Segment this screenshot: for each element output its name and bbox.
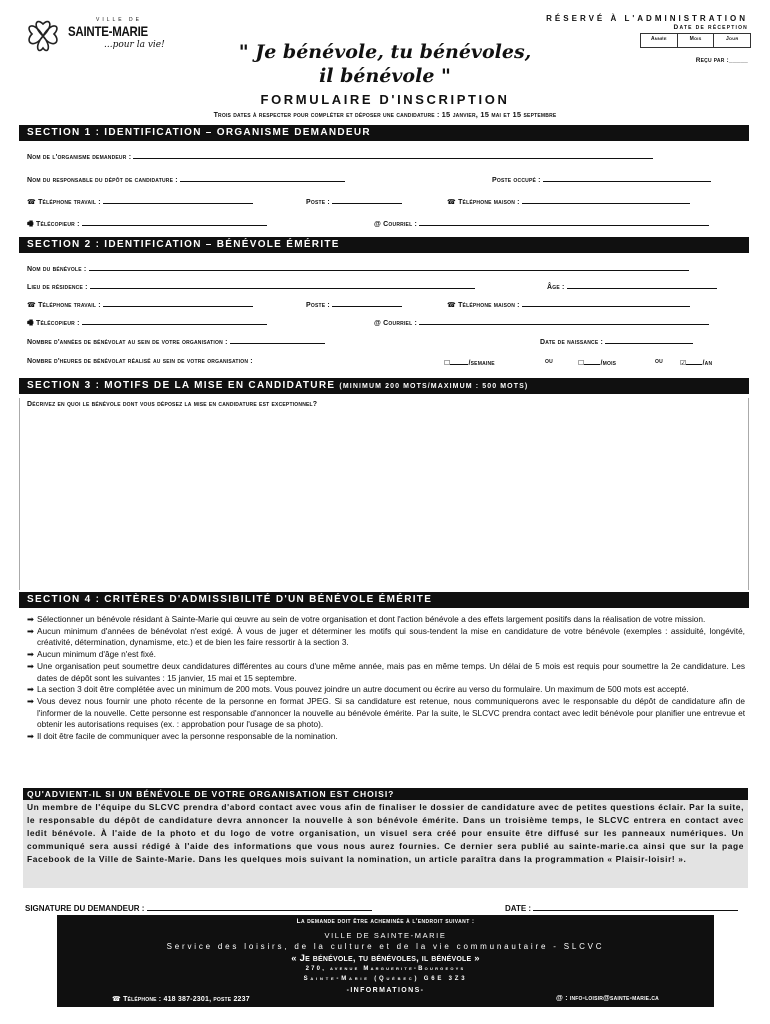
vol-tel-work-line[interactable] <box>103 300 253 307</box>
vol-residence-line[interactable] <box>90 282 475 289</box>
criteria-item: ➡ Aucun minimum d'âge n'est fixé. <box>27 649 156 660</box>
arrow-right-icon: ➡ <box>27 649 34 660</box>
date-col-year: Année <box>641 34 678 47</box>
org-fax-line[interactable] <box>82 219 267 226</box>
criteria-list <box>27 614 745 743</box>
signature-line[interactable] <box>147 904 372 911</box>
per-week-label: /semaine <box>468 360 495 367</box>
resp-name-label: Nom du responsable du dépôt de candidature : <box>27 177 178 184</box>
criteria-item: ➡ La section 3 doit être complétée avec un minimum de 200 mots. Vous pouvez joindre un autre document ou écrire au verso du formulaire. Un maximum de 500 mots est accepté. <box>27 684 689 695</box>
if-chosen-text: Un membre de l'équipe du SLCVC prendra d'abord contact avec vous afin de finaliser le dossier de candidature avec de petites questions éclair. Par la suite, le responsable du dépôt de candidature devra annoncer la nouvelle à son bénévole émérite. Dans un troisième temps, le SLCVC entrera en contact avec ledit bénévole. À l'aide de la photo et du logo de votre organisation, un visuel sera créé pour ensuite être diffusé sur les panneaux numériques. Un communiqué sera aussi rédigé à l'aide des informations que vous nous aurez fournies. Ce dernier sera publié au sainte-marie.ca ainsi que sur la page Facebook de la Ville de Sainte-Marie. Dans les quelques mois suivant la nomination, un article paraîtra dans la programmation « Plaisir-loisir! ». <box>27 802 744 864</box>
section3-title: SECTION 3 : MOTIFS DE LA MISE EN CANDIDATURE <box>27 380 336 391</box>
vol-years-field[interactable] <box>27 337 325 346</box>
deadline-values: 15 janvier, 15 mai et 15 septembre <box>441 110 557 119</box>
org-ext-label: Poste : <box>306 199 330 206</box>
vol-age-line[interactable] <box>567 282 717 289</box>
vol-ext-line[interactable] <box>332 300 402 307</box>
hours-week-option[interactable] <box>444 358 495 367</box>
deadline-intro: Trois dates à respecter pour compléter et déposer une candidature : <box>213 112 440 119</box>
date-received-table <box>640 33 751 48</box>
vol-tel-home-label: Téléphone maison : <box>458 302 520 309</box>
vol-tel-work-field[interactable] <box>27 300 253 309</box>
arrow-right-icon: ➡ <box>27 684 34 695</box>
section2-header: SECTION 2 : IDENTIFICATION – BÉNÉVOLE ÉMÉRITE <box>19 237 749 253</box>
phone-icon: ☎ <box>27 302 36 309</box>
vol-name-label: Nom du bénévole : <box>27 266 87 273</box>
program-title-line2: il bénévole " <box>319 65 451 87</box>
month-checkbox-icon[interactable]: ☐ <box>578 360 585 367</box>
section4-header: SECTION 4 : CRITÈRES D'ADMISSIBILITÉ D'UN BÉNÉVOLE ÉMÉRITE <box>19 592 749 608</box>
hours-year-option[interactable] <box>680 358 712 367</box>
position-label: Poste occupé : <box>492 177 541 184</box>
phone-icon: ☎ <box>112 996 121 1003</box>
date-received-label: Date de réception <box>673 24 748 31</box>
fax-icon: 🖷 <box>27 320 34 327</box>
org-email-label: @ Courriel : <box>374 221 418 228</box>
week-checkbox-icon[interactable]: ☐ <box>444 360 451 367</box>
org-ext-line[interactable] <box>332 197 402 204</box>
criteria-item: ➡ Il doit être facile de communiquer avec la personne responsable de la nomination. <box>27 731 338 742</box>
or-label-2: ou <box>655 358 663 365</box>
org-tel-home-field[interactable] <box>447 197 690 206</box>
vol-residence-field[interactable] <box>27 282 475 291</box>
vol-tel-work-label: Téléphone travail : <box>38 302 101 309</box>
org-tel-work-line[interactable] <box>103 197 253 204</box>
vol-birth-label: Date de naissance : <box>540 339 604 346</box>
vol-ext-label: Poste : <box>306 302 330 309</box>
deadline-dates <box>0 110 770 119</box>
date-col-day: Jour <box>725 36 739 42</box>
footer-program: « Je bénévole, tu bénévoles, il bénévole » <box>291 953 480 964</box>
section3-header <box>19 378 749 394</box>
hours-week-line[interactable] <box>450 358 468 365</box>
signature-date-field[interactable] <box>505 904 738 913</box>
fax-icon: 🖷 <box>27 221 34 228</box>
vol-fax-label: Télécopieur : <box>35 320 80 327</box>
if-chosen-title: QU'ADVIENT-IL SI UN BÉNÉVOLE DE VOTRE ORGANISATION EST CHOISI? <box>23 788 748 800</box>
org-email-field[interactable] <box>374 219 709 228</box>
phone-icon: ☎ <box>27 199 36 206</box>
program-title-line1: " Je bénévole, tu bénévoles, <box>238 41 532 63</box>
position-field[interactable] <box>492 175 711 184</box>
arrow-right-icon: ➡ <box>27 695 34 706</box>
vol-email-label: @ Courriel : <box>374 320 418 327</box>
vol-name-line[interactable] <box>89 264 689 271</box>
phone-icon: ☎ <box>447 199 456 206</box>
per-year-label: /an <box>702 360 713 367</box>
section3-word-limit: (MINIMUM 200 MOTS/MAXIMUM : 500 MOTS) <box>339 383 529 390</box>
signature-field[interactable] <box>25 904 372 913</box>
logo-tagline: ...pour la vie! <box>104 40 165 50</box>
reserved-admin-label: RÉSERVÉ À L'ADMINISTRATION <box>546 14 748 23</box>
position-line[interactable] <box>543 175 711 182</box>
arrow-right-icon: ➡ <box>27 660 34 671</box>
vol-tel-home-line[interactable] <box>522 300 690 307</box>
phone-icon: ☎ <box>447 302 456 309</box>
vol-name-field[interactable] <box>27 264 689 273</box>
arrow-right-icon: ➡ <box>27 614 34 624</box>
vol-email-field[interactable] <box>374 318 709 327</box>
footer-email[interactable]: @ : info-loisir@sainte-marie.ca <box>556 995 659 1002</box>
motives-question: Décrivez en quoi le bénévole dont vous déposez la mise en candidature est exceptionnel? <box>27 401 318 408</box>
vol-fax-field[interactable] <box>27 318 267 330</box>
org-fax-label: Télécopieur : <box>35 221 80 228</box>
resp-name-line[interactable] <box>180 175 345 182</box>
footer-address2: Sainte-Marie (Québec) G6E 3Z3 <box>303 976 468 982</box>
signature-date-line[interactable] <box>533 904 738 911</box>
hours-year-line[interactable] <box>686 358 702 365</box>
signature-date-label: DATE : <box>505 904 532 913</box>
org-name-line[interactable] <box>133 152 653 159</box>
resp-name-field[interactable] <box>27 175 345 184</box>
org-name-field[interactable] <box>27 152 653 161</box>
vol-hours-label: Nombre d'heures de bénévolat réalisé au sein de votre organisation : <box>27 358 253 365</box>
org-ext-field[interactable] <box>306 197 402 206</box>
org-email-line[interactable] <box>419 219 709 226</box>
hours-month-option[interactable] <box>578 358 616 367</box>
org-tel-home-label: Téléphone maison : <box>458 199 520 206</box>
hours-month-line[interactable] <box>584 358 600 365</box>
or-label-1: ou <box>545 358 553 365</box>
received-by-label: Reçu par :_____ <box>695 57 748 64</box>
org-fax-field[interactable] <box>27 219 267 231</box>
org-tel-work-field[interactable] <box>27 197 253 206</box>
logo-ville-de: VILLE DE <box>96 17 142 23</box>
vol-tel-home-field[interactable] <box>447 300 690 309</box>
footer-service: Service des loisirs, de la culture et de la vie communautaire - SLCVC <box>166 942 605 951</box>
program-title <box>200 40 570 88</box>
logo-town-name: SAINTE-MARIE <box>68 23 148 39</box>
vol-years-label: Nombre d'années de bénévolat au sein de votre organisation : <box>27 339 228 346</box>
criteria-item: ➡ Aucun minimum d'années de bénévolat n'est exigé. À vous de juger et déterminer les motifs qui sous-tendent la mise en candidature de votre bénévole (exemples : assiduité, longévité, créativité, détermination, dynamisme, etc.) et de bien les faire ressortir à la section 3. <box>27 625 745 648</box>
motives-textarea[interactable] <box>19 398 749 590</box>
per-month-label: /mois <box>600 360 617 367</box>
section1-header: SECTION 1 : IDENTIFICATION – ORGANISME DEMANDEUR <box>19 125 749 141</box>
vol-email-line[interactable] <box>419 318 709 325</box>
vol-hours-field[interactable] <box>27 358 253 365</box>
vol-birth-field[interactable] <box>540 337 693 346</box>
vol-residence-label: Lieu de résidence : <box>27 284 88 291</box>
footer-city: VILLE DE SAINTE-MARIE <box>324 931 447 940</box>
clover-logo-icon <box>22 16 64 56</box>
org-tel-work-label: Téléphone travail : <box>38 199 101 206</box>
org-tel-home-line[interactable] <box>522 197 690 204</box>
footer-intro: La demande doit être acheminée à l'endroit suivant : <box>296 918 475 925</box>
footer-phone: ☎ Téléphone : 418 387-2301, poste 2237 <box>112 996 250 1003</box>
vol-years-line[interactable] <box>230 337 325 344</box>
arrow-right-icon: ➡ <box>27 731 34 742</box>
vol-birth-line[interactable] <box>605 337 693 344</box>
org-name-label: Nom de l'organisme demandeur : <box>27 154 132 161</box>
signature-label: SIGNATURE DU DEMANDEUR : <box>25 904 145 913</box>
vol-age-field[interactable] <box>547 282 717 291</box>
arrow-right-icon: ➡ <box>27 625 34 636</box>
footer-info: -INFORMATIONS- <box>346 987 425 994</box>
form-title: FORMULAIRE D'INSCRIPTION <box>260 92 510 107</box>
sainte-marie-logo <box>22 14 172 58</box>
year-checkbox-icon[interactable]: ☑ <box>680 360 687 367</box>
vol-ext-field[interactable] <box>306 300 402 309</box>
date-col-month: Mois <box>678 34 715 47</box>
vol-age-label: Âge : <box>547 284 565 291</box>
criteria-item: ➡ Vous devez nous fournir une photo récente de la personne en format JPEG. Si sa candidature est retenue, nous communiquerons avec le responsable du dépôt de candidature afin de l'informer de la nouvelle. Cette personne est responsable d'annoncer la nouvelle au bénévole émérite. Par la suite, le SLCVC prendra contact avec ledit bénévole pour planifier une entrevue et obtenir les autorisations requises (ex. : approbation pour l'usage de sa photo). <box>27 695 745 730</box>
criteria-item: ➡ Une organisation peut soumettre deux candidatures différentes au cours d'une même année, mais pas en même temps. Un délai de 5 mois est requis pour soumettre la 2e candidature. Les dates de dépôt sont les suivantes : 15 janvier, 15 mai et 15 septembre. <box>27 660 745 683</box>
footer-address1: 270, avenue Marguerite-Bourgeoys <box>305 966 466 972</box>
contact-footer <box>57 915 714 1007</box>
criteria-item: ➡ Sélectionner un bénévole résidant à Sainte-Marie qui œuvre au sein de votre organisation et dont l'action bénévole a des effets largement positifs dans la réalisation de votre mission. <box>27 614 706 624</box>
vol-fax-line[interactable] <box>82 318 267 325</box>
